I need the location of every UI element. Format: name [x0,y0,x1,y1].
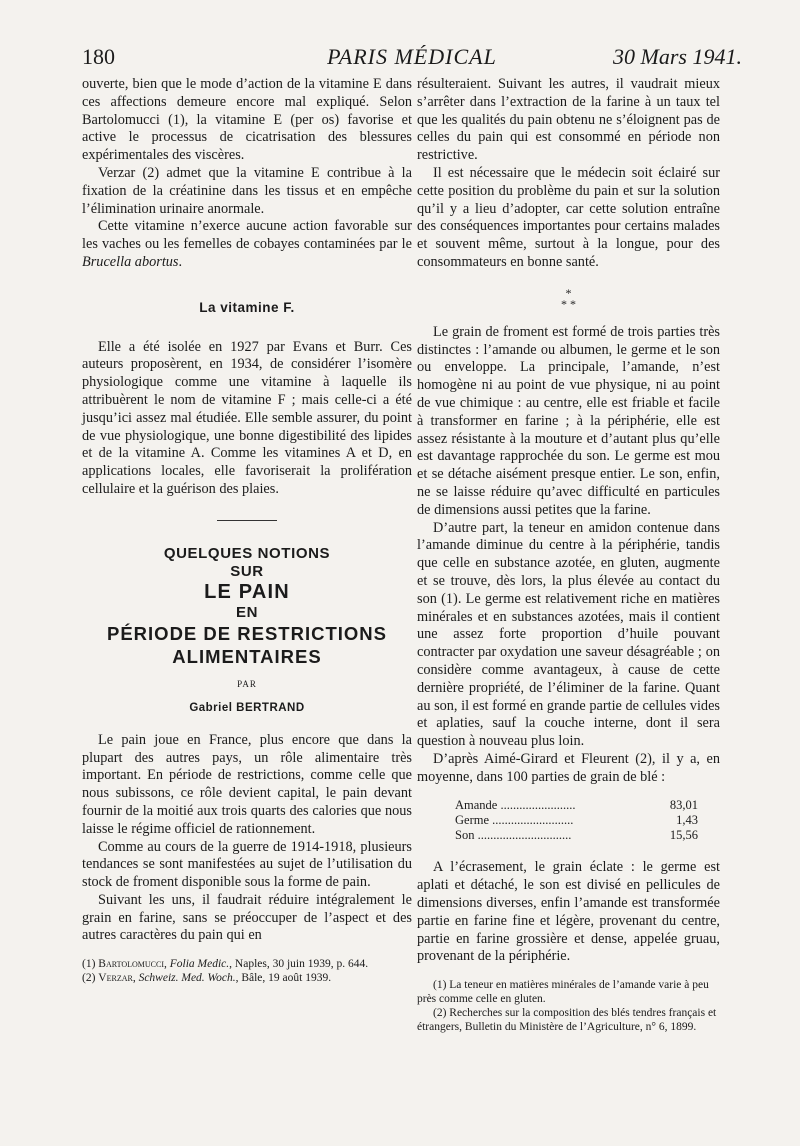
running-header [82,44,742,72]
paragraph: Cette vitamine n’exerce aucune action favorable sur les vaches ou les femelles de cobayes contaminées par le Brucella abortus. [82,218,412,270]
author-name: Gabriel BERTRAND [189,701,305,714]
paragraph: Comme au cours de la guerre de 1914-1918, plusieurs tendances se sont manifestées au sujet de l’utilisation du stock de froment disponible sous la forme de pain. [82,838,412,891]
paragraph: Verzar (2) admet que la vitamine E contribue à la fixation de la créatinine dans les tissus et en empêche l’élimination urinaire anormale. [82,164,412,217]
table-cell: Amande ........................ [455,798,576,813]
footnote: (1) Bartolomucci, Folia Medic., Naples, 30 juin 1939, p. 644. [82,958,369,971]
table-row [455,798,698,813]
paragraph: ouverte, bien que le mode d’action de la vitamine E dans ces affections demeure encore mal expliqué. Selon Bartolomucci (1), la vitamine E (per os) favorise et active le processus de cicatrisation des blessures expérimentales des viscères. [82,76,412,164]
table-row [455,813,698,828]
right-column [417,76,720,1034]
table-row [455,828,698,843]
footnote: (2) Recherches sur la composition des blés tendres français et étrangers, Bulletin du Ministère de l’Agriculture, n° 6, 1899. [417,1007,717,1034]
table-cell: 15,56 [669,828,698,843]
table-cell: Germe .......................... [455,813,574,828]
byline-par: PAR [237,679,257,690]
paragraph: A l’écrasement, le grain éclate : le germe est aplati et détaché, le son est divisé en pellicules de dimensions diverses, enfin l’amande est transformée partie en farine fine et légère, provenant du centre, partie en farine grossière et dense, appelée gruau, provenant de la périphérie. [417,859,720,965]
footnote: (2) Verzar, Schweiz. Med. Woch., Bâle, 19 août 1939. [82,972,332,985]
paragraph: Suivant les uns, il faudrait réduire intégralement le grain en farine, sans se préoccuper de l’aspect et des autres caractères du pain qui en [82,891,412,944]
paragraph: Le grain de froment est formé de trois parties très distinctes : l’amande ou albumen, le germe et le son ou enveloppe. La principale, l’amande, n’est homogène ni au point de vue physique, ni au point de vue chimique : au centre, elle est friable et facile à transformer en farine ; à la périphérie, elle est assez résistante à la mouture et d’autant plus qu’elle est davantage rapprochée du son. Le germe est mou et se détache aisément presque entier. Le son, enfin, ne se laisse réduire qu’avec difficulté en particules de dimensions aussi petites que la farine. [417,323,720,518]
grain-composition-table [455,798,698,843]
footnotes [82,957,412,985]
paragraph: Le pain joue en France, plus encore que dans la plupart des autres pays, un rôle alimentaire très important. En période de restrictions, comme celle que nous subissons, ce rôle devient capital, le pain devant fournir de la moitié aux trois quarts des calories que nous laisse le régime officiel de rationnement. [82,731,412,837]
page-number: 180 [82,44,115,69]
footnote: (1) La teneur en matières minérales de l’amande varie à peu près comme celle en gluten. [417,979,709,1006]
paragraph: Il est nécessaire que le médecin soit éclairé sur cette position du problème du pain et sur la solution qu’il y a lieu d’adopter, car cette solution entraîne des conséquences importantes pour certains malades et souvent même, surtout à la longue, pour des consommateurs en bonne santé. [417,164,720,270]
paragraph: Elle a été isolée en 1927 par Evans et Burr. Ces auteurs proposèrent, en 1934, de considérer l’isomère physiologique comme une vitamine à laquelle ils attribuèrent le nom de vitamine F ; mais celle-ci a été jusqu’ici assez mal étudiée. Elle semble assurer, du point de vue physiologique, une bonne digestibilité des lipides et de la vitamine A. Comme les vitamines A et D, en applications locales, elle favoriserait la prolifération cellulaire et la guérison des plaies. [82,338,412,497]
table-cell: 83,01 [669,798,698,813]
section-heading-vitamin-f: La vitamine F. [199,299,295,315]
section-separator-stars: * * * [561,285,576,311]
table-cell: Son .............................. [455,828,572,843]
issue-date: 30 Mars 1941. [613,44,742,69]
paragraph: D’après Aimé-Girard et Fleurent (2), il y a, en moyenne, dans 100 parties de grain de blé : [417,750,720,785]
species-name: Brucella abortus [82,253,179,270]
table-cell: 1,43 [676,813,698,828]
left-column [82,76,412,985]
paragraph: D’autre part, la teneur en amidon contenue dans l’amande diminue du centre à la périphérie, tandis que celle en substance azotée, en gluten, augmente et se trouve, dès lors, la plus élevée au contact du son (1). Le germe est relativement riche en matières minérales et en substances azotées, mais il contient une assez forte proportion d’huile pouvant contracter par oxydation une saveur désagréable ; on considère comme avantageux, à cause de cette dernière propriété, de l’éliminer de la farine. Quant au son, il est formé en grande partie de cellules vides et aplaties, sauf la couche interne, dont il sera question à nouveau plus loin. [417,519,720,750]
article-title: QUELQUES NOTIONS SUR LE PAIN EN PÉRIODE DE RESTRICTIONS ALIMENTAIRES [107,544,387,668]
paragraph: résulteraient. Suivant les autres, il vaudrait mieux s’arrêter dans l’extraction de la farine à un taux tel que les qualités du pain obtenu ne s’éloignent pas de celles du pain qui est consommé en période non restrictive. [417,76,720,164]
footnotes [417,978,720,1034]
journal-title: PARIS MÉDICAL [327,44,497,69]
